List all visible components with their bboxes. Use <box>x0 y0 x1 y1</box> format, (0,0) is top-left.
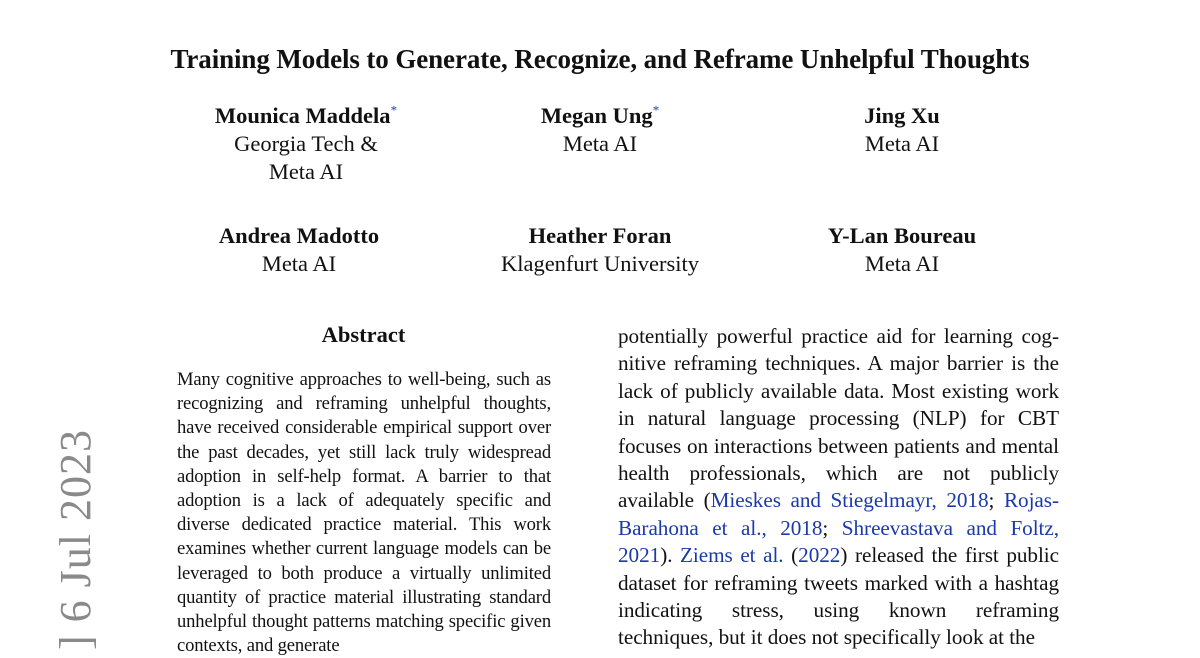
author-affiliation: Meta AI <box>261 251 337 276</box>
body-text: ( <box>783 543 799 568</box>
author-affiliation: Meta AI <box>864 251 940 276</box>
author-affiliation: Georgia Tech & <box>234 131 378 156</box>
body-text: ; <box>822 515 842 540</box>
arxiv-stamp: ] 6 Jul 2023 <box>51 429 100 650</box>
author-block <box>450 222 750 278</box>
author-affiliation: Meta AI <box>864 131 940 156</box>
citation-link[interactable]: Shreevastava and Foltz, 2021 <box>618 515 1059 568</box>
author-affiliation: Meta AI <box>562 131 638 156</box>
citation-link[interactable]: 2022 <box>798 543 841 568</box>
author-block <box>752 102 1052 158</box>
abstract-heading: Abstract <box>321 322 406 347</box>
author-name: Heather Foran <box>528 223 672 248</box>
body-text: ). <box>660 543 681 568</box>
author-block <box>752 222 1052 278</box>
author-name: Mounica Maddela <box>214 103 391 128</box>
author-block <box>156 102 456 186</box>
abstract-text: Many cognitive approaches to well-being, such as recognizing and reframing unhelpful thoughts, have received considerable empirical support over the past decades, yet still lack truly widespread adoption in self-help format. A barrier to that adoption is a lack of adequately specific and diverse dedicated practice material. This work examines whether current language models can be leveraged to both produce a virtually unlimited quantity of practice material illustrating standard unhelpful thought patterns matching specific given contexts, and generate <box>177 369 551 657</box>
author-block <box>450 102 750 158</box>
equal-contribution-mark[interactable]: * <box>390 102 398 118</box>
body-text: potentially powerful practice aid for learning cognitive reframing techniques. A major barrier is the lack of publicly available data. Most existing work in natural language processing (NLP) for CBT focuses on interactions between patients and mental health professionals, which are not publicly available ( <box>618 324 1059 513</box>
citation-link[interactable]: Ziems et al. <box>680 543 784 568</box>
body-text: ) released the first public dataset for reframing tweets marked with a hashtag indicating stress, using known reframing techniques, but it does not specifically look at the <box>618 543 1059 650</box>
author-name: Andrea Madotto <box>218 223 380 248</box>
citation-link[interactable]: Mieskes and Stiegelmayr, 2018 <box>710 488 989 513</box>
author-affiliation: Meta AI <box>268 159 344 184</box>
author-name: Megan Ung <box>540 103 653 128</box>
equal-contribution-mark[interactable]: * <box>652 102 660 118</box>
author-affiliation: Klagenfurt University <box>500 251 700 276</box>
author-block <box>149 222 449 278</box>
body-paragraph <box>618 323 1059 652</box>
author-name: Y-Lan Boureau <box>827 223 977 248</box>
body-text: ; <box>988 488 1004 513</box>
paper-title: Training Models to Generate, Recognize, and Reframe Unhelpful Thoughts <box>170 44 1030 74</box>
author-name: Jing Xu <box>864 103 940 128</box>
citation-link[interactable]: Rojas-Barahona et al., 2018 <box>618 488 1059 540</box>
